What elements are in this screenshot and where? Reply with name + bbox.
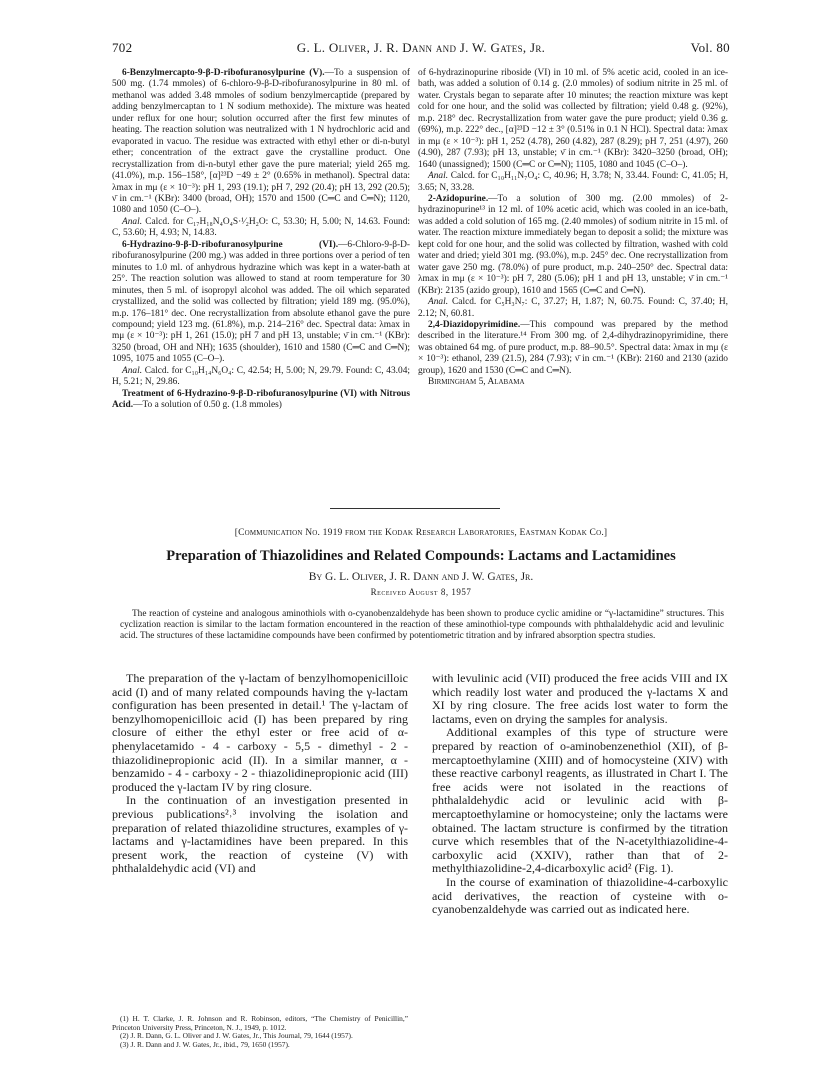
received-date: Received August 8, 1957 (370, 587, 472, 597)
paragraph-title: 6-Benzylmercapto-9-β-D-ribofuranosylpurine (V). (122, 68, 325, 78)
analysis-text: Calcd. for C₁₀H₁₁N₇O₄: C, 40.96; H, 3.78; N, 33.44. Found: C, 41.05; H, 3.65; N, 33.28. (418, 171, 729, 193)
analysis-label: Anal. (122, 365, 143, 376)
analysis-text: Calcd. for C₁₇H₁₈N₄O₄S·¹⁄₂H₂O: C, 53.30; H, 5.00; N, 14.63. Found: C, 53.60; H, 4.93; N, 14.83. (112, 216, 410, 239)
volume-label: Vol. 80 (690, 40, 730, 55)
body-left-column (112, 672, 408, 876)
footnote: (1) H. T. Clarke, J. R. Johnson and R. Robinson, editors, “The Chemistry of Penicillin,” Princeton University Press, Princeton, N. J., 1949, p. 1012. (112, 1014, 408, 1032)
experimental-paragraph (112, 389, 410, 412)
paragraph-title: 2-Azidopurine. (428, 193, 489, 204)
communication-note: [Communication No. 1919 from the Kodak Research Laboratories, Eastman Kodak Co.] (234, 528, 608, 538)
paragraph-text: —This compound was prepared by the method described in the literature.¹⁴ From 300 mg. of 2,4-dihydrazinopyrimidine, there was obtained 64 mg. of pure product, m.p. 88–90.5°. Spectral data: λmax in mμ (ε × 10⁻³): ethanol, 239 (21.5), 284 (7.93); ν̄ in cm.⁻¹ (KBr): 2160 and 2130 (azido group), 1620 and 1530 (C═C and C═N). (418, 319, 728, 376)
analysis-label: Anal. (428, 171, 449, 182)
experimental-paragraph (112, 68, 410, 217)
footnote: (3) J. R. Dann and J. W. Gates, Jr., ibid., 79, 1650 (1957). (120, 1039, 290, 1049)
experimental-paragraph (418, 320, 728, 377)
body-paragraph: In the continuation of an investigation presented in previous publications²˒³ involving the isolation and preparation of related thiazolidine structures, examples of γ-lactams and γ-lactamidines have been prepared. In this present work, the reaction of cysteine (V) with phthalaldehydic acid (VI) and (112, 793, 408, 876)
analysis-paragraph (112, 366, 410, 389)
analysis-paragraph (418, 297, 728, 320)
article-title: Preparation of Thiazolidines and Related Compounds: Lactams and Lactamidines (166, 548, 676, 564)
affiliation: Birmingham 5, Alabama (428, 377, 525, 388)
analysis-paragraph (112, 217, 410, 240)
left-column-experimental (112, 68, 410, 412)
experimental-paragraph (418, 194, 728, 297)
analysis-label: Anal. (428, 297, 449, 308)
article-authors: By G. L. Oliver, J. R. Dann and J. W. Gates, Jr. (308, 571, 534, 583)
body-paragraph: The preparation of the γ-lactam of benzylhomopenicilloic acid (I) and of many related compounds having the γ-lactam configuration has been presented in detail.¹ The γ-lactam of benzylhomopenicilloic acid (I) has been prepared by ring closure of either the ethyl ester or free acid of α-phenylacetamido - 4 - carboxy - 5,5 - dimethyl - 2 - thiazolidinepropionic acid (II). In a similar manner, α - benzamido - 4 - carboxy - 2 - thiazolidinepropionic acid (III) produced the γ-lactam IV by ring closure. (112, 671, 408, 794)
section-divider (330, 508, 500, 509)
abstract: The reaction of cysteine and analogous aminothiols with o-cyanobenzaldehyde has been shown to produce cyclic amidine or “γ-lactamidine” structures. This cyclization reaction is similar to the lactam formation encountered in the reaction of these aminothiol-type compounds with phthalaldehydic acid and levulinic acid. The structures of these lactamidine compounds have been confirmed by potentiometric titration and by infrared absorption spectra studies. (120, 609, 724, 641)
paragraph-title: 6-Hydrazino-9-β-D-ribofuranosylpurine (VI). (122, 239, 339, 250)
analysis-label: Anal. (122, 216, 143, 227)
paragraph-text: —6-Chloro-9-β-D-ribofuranosylpurine (200 mg.) was added in three portions over a period of ten minutes to 1.0 ml. of anhydrous hydrazine which was kept in a water-bath at 25°. The reaction solution was allowed to stand at room temperature for 30 minutes, then 5 ml. of isopropyl alcohol was added. The oil which separated crystallized, and the solid was collected by filtration; yield 189 mg. (95.0%), m.p. 176–181° dec. One recrystallization from absolute ethanol gave the pure compound; yield 123 mg. (61.8%), m.p. 214–216° dec. Spectral data: λmax in mμ (ε × 10⁻³): pH 1, 261 (15.0); pH 7 and pH 13, unstable; ν̄ in cm.⁻¹ (KBr): 3250 (broad, OH and NH); 1635 (shoulder), 1610 and 1580 (C═C and C═N); 1095, 1075 and 1055 (C–O–). (112, 239, 410, 365)
body-paragraph: In the course of examination of thiazolidine-4-carboxylic acid derivatives, the reaction of cysteine with o-cyanobenzaldehyde was carried out as indicated here. (432, 874, 728, 917)
footnote: (2) J. R. Dann, G. L. Oliver and J. W. Gates, Jr., This Journal, 79, 1644 (1957). (120, 1031, 353, 1041)
right-column-experimental (418, 68, 728, 389)
body-right-column (432, 672, 728, 917)
paragraph-title: 2,4-Diazidopyrimidine. (428, 319, 521, 330)
running-head: G. L. Oliver, J. R. Dann and J. W. Gates, Jr. (296, 40, 546, 55)
continued-paragraph: of 6-hydrazinopurine riboside (VI) in 10 ml. of 5% acetic acid, cooled in an ice-bath, was added a solution of 0.14 g. (2.0 mmoles) of sodium nitrite in 25 ml. of water. Crystals began to separate after 10 minutes; the reaction mixture was kept cold for one hour, and the solid was collected by filtration; yield 0.48 g. (92%), m.p. 218° dec. Recrystallization from water gave the pure product; yield 0.36 g. (69%), m.p. 222° dec., [α]²³D −12 ± 3° (0.51% in 0.1 N HCl). Spectral data: λmax in mμ (ε × 10⁻³): pH 1, 252 (4.78), 260 (4.82), 287 (8.29); pH 7, 251 (4.97), 260 (4.90), 287 (7.93); pH 13, unstable; ν̄ in cm.⁻¹ (KBr): 3420–3250 (broad, OH); 1640 (unassigned); 1500 (C═C or C═N); 1105, 1080 and 1045 (C–O–). (418, 68, 728, 170)
analysis-text: Calcd. for C₅H₃N₇: C, 37.27; H, 1.87; N, 60.75. Found: C, 37.40; H, 2.12; N, 60.81. (418, 297, 729, 319)
paragraph-text: —To a solution of 300 mg. (2.00 mmoles) of 2-hydrazinopurine¹³ in 12 ml. of 10% acetic acid, which was cooled in an ice-bath, was added a cold solution of 165 mg. (2.40 mmoles) of sodium nitrite in 15 ml. of water. The reaction mixture immediately began to deposit a solid; the mixture was kept cold for one hour, and the solid was collected by filtration, washed with cold water and dried; yield 301 mg. (93.0%), m.p. 245° dec. One recrystallization from water gave 250 mg. (78.0%) of pure product, m.p. 240–250° dec. Spectral data: λmax in mμ (ε × 10⁻³): pH 7, 280 (5.06); pH 1 and pH 13, unstable; ν̄ in cm.⁻¹ (KBr): 2135 (azido group), 1610 and 1565 (C═C and C═N). (418, 193, 728, 296)
body-paragraph: with levulinic acid (VII) produced the free acids VIII and IX which readily lost water and produced the γ-lactams X and XI by ring closure. The free acids lost water to form the lactams, even on drying the samples for analysis. (432, 671, 728, 726)
body-paragraph: Additional examples of this type of structure were prepared by reaction of o-aminobenzenethiol (XII), of β-mercaptoethylamine (XIII) and of homocysteine (XIV) with these reactive carbonyl reagents, as illustrated in Chart I. The free acids were not isolated in the reactions of phthalaldehydic acid or levulinic acid with β-mercaptoethylamine or homocysteine; only the lactams were obtained. The lactam structure is confirmed by the titration curve which resembles that of the N-acetylthiazolidine-4-carboxylic acid (XXIV), rather than that of 2-methylthiazolidine-2,4-dicarboxylic acid² (Fig. 1). (432, 725, 728, 876)
analysis-paragraph (418, 171, 728, 194)
page-number: 702 (112, 40, 133, 55)
experimental-paragraph (112, 240, 410, 366)
footnotes (112, 1015, 408, 1049)
paragraph-text: —To a solution of 0.50 g. (1.8 mmoles) (133, 400, 282, 411)
paragraph-title: Treatment of 6-Hydrazino-9-β-D-ribofuranosylpurine (VI) with Nitrous Acid. (112, 388, 410, 411)
paragraph-text: —To a suspension of 500 mg. (1.74 mmoles) of 6-chloro-9-β-D-ribofuranosylpurine in 80 ml. of methanol was added 3.48 mmoles of sodium benzylmercaptide (prepared by adding benzylmercaptan to 1 N sodium methoxide). The mixture was heated under reflux for one hour; solution occurred after the first few minutes of heating. The reaction solution was neutralized with 1 N hydrochloric acid and evaporated in vacuo. The residue was extracted with ethyl ether or di-n-butyl ether; concentration of the extract gave the crystalline product. One recrystallization from di-n-butyl ether gave the pure material; yield 265 mg. (41.0%), m.p. 156–158°, [α]²³D −49 ± 2° (0.65% in methanol). Spectral data: λmax in mμ (ε × 10⁻³): pH 1, 293 (19.1); pH 7, 292 (20.4); pH 13, 292 (20.5); ν̄ in cm.⁻¹ (KBr): 3400 (broad, OH); 1570 and 1500 (C═C and C═N); 1120, 1080 and 1050 (C–O–). (112, 68, 410, 216)
analysis-text: Calcd. for C₁₀H₁₄N₆O₄: C, 42.54; H, 5.00; N, 29.79. Found: C, 43.04; H, 5.21; N, 29.86. (112, 365, 410, 388)
